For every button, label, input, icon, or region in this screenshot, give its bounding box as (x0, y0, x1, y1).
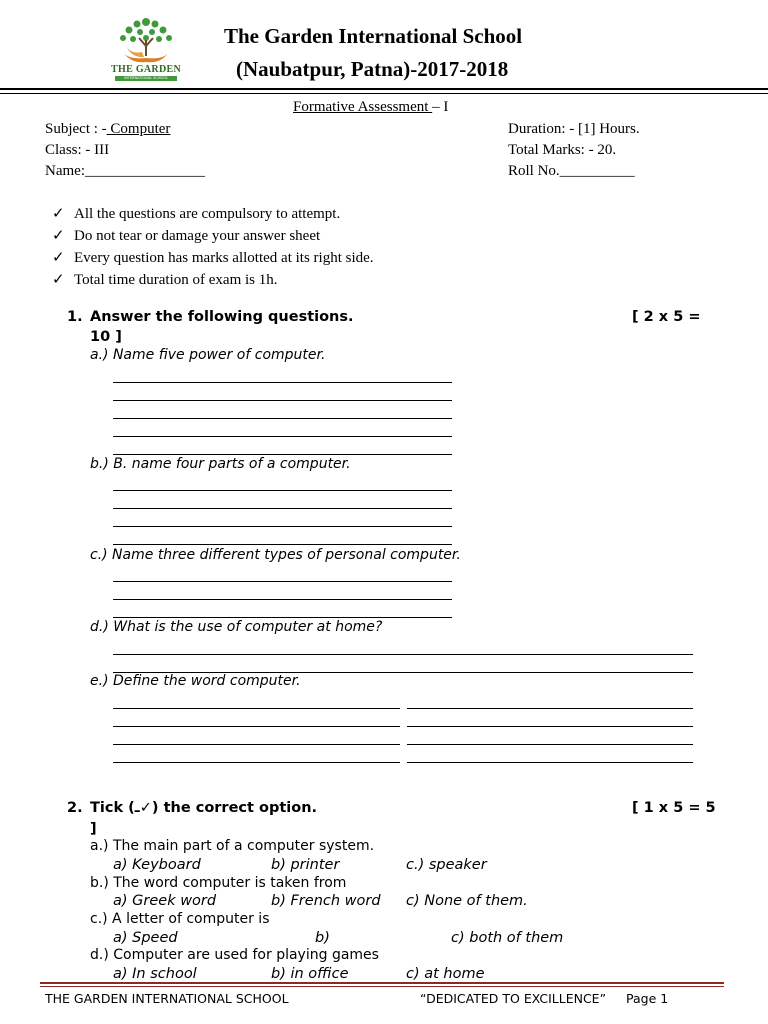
answer-line[interactable] (113, 544, 452, 545)
q1-title: Answer the following questions. (90, 309, 354, 325)
answer-line[interactable] (113, 490, 452, 491)
school-place: (Naubatpur, Patna)-2017-2018 (236, 57, 509, 81)
instruction-item: ✓ All the questions are compulsory to attempt. (52, 206, 341, 222)
answer-line[interactable] (407, 726, 693, 727)
option[interactable]: a) Greek word (113, 893, 217, 909)
answer-line[interactable] (113, 436, 452, 437)
instruction-item: ✓ Total time duration of exam is 1h. (52, 272, 278, 288)
answer-line[interactable] (113, 526, 452, 527)
header-rule-thick (0, 88, 768, 90)
answer-line[interactable] (113, 454, 452, 455)
answer-line[interactable] (113, 581, 452, 582)
q2-number: 2. (67, 800, 83, 816)
q1-item-a: a.) Name five power of computer. (90, 347, 326, 363)
name-field: Name:________________ (45, 163, 205, 179)
option[interactable]: b) printer (271, 857, 340, 873)
option[interactable]: c) at home (406, 966, 485, 982)
answer-line[interactable] (113, 654, 693, 655)
q2-item-a: a.) The main part of a computer system. (90, 838, 375, 854)
option[interactable]: b) French word (271, 893, 381, 909)
q1-item-b: b.) B. name four parts of a computer. (90, 456, 351, 472)
footer-rule (40, 982, 724, 984)
check-icon: ✓ (52, 206, 65, 222)
option[interactable]: c.) speaker (406, 857, 487, 873)
logo-text: THE GARDEN (111, 64, 181, 75)
page-number: Page 1 (626, 991, 669, 1006)
instruction-item: ✓ Every question has marks allotted at its right side. (52, 250, 374, 266)
answer-line[interactable] (113, 382, 452, 383)
q1-item-c: c.) Name three different types of personal computer. (90, 547, 461, 563)
answer-line[interactable] (113, 744, 400, 745)
answer-line[interactable] (113, 508, 452, 509)
subject-label: Subject : - (45, 121, 107, 137)
footer-motto: “DEDICATED TO EXCILLENCE” (420, 991, 607, 1006)
answer-line[interactable] (113, 726, 400, 727)
q2-item-b: b.) The word computer is taken from (90, 875, 347, 891)
q1-number: 1. (67, 309, 83, 325)
header-rule-thin (0, 93, 768, 94)
instruction-item: ✓ Do not tear or damage your answer sheet (52, 228, 321, 244)
q1-marks-cont: 10 ] (90, 329, 122, 345)
answer-line[interactable] (113, 418, 452, 419)
option[interactable]: a) Keyboard (113, 857, 201, 873)
option[interactable]: a) In school (113, 966, 197, 982)
answer-line[interactable] (113, 599, 452, 600)
subject-field (45, 121, 170, 138)
assessment-title (293, 99, 448, 116)
check-icon: ✓ (52, 272, 65, 288)
footer-rule-thin (40, 986, 724, 987)
footer-school: THE GARDEN INTERNATIONAL SCHOOL (45, 991, 289, 1006)
answer-line[interactable] (113, 400, 452, 401)
school-logo (109, 12, 183, 82)
q1-item-e: e.) Define the word computer. (90, 673, 301, 689)
option[interactable]: c) both of them (451, 930, 564, 946)
q2-marks: [ 1 x 5 = 5 (632, 800, 716, 816)
roll-number-field: Roll No.__________ (508, 163, 635, 179)
answer-line[interactable] (113, 617, 452, 618)
answer-line[interactable] (113, 762, 400, 763)
q2-item-d: d.) Computer are used for playing games (90, 947, 379, 963)
answer-line[interactable] (407, 762, 693, 763)
check-icon: ✓ (52, 228, 65, 244)
answer-line[interactable] (113, 708, 400, 709)
check-icon: ✓ (52, 250, 65, 266)
assessment-name: Formative Assessment (293, 99, 433, 115)
logo-tagline: INTERNATIONAL SCHOOL (115, 76, 177, 81)
q1-item-d: d.) What is the use of computer at home? (90, 619, 383, 635)
answer-line[interactable] (407, 708, 693, 709)
q2-item-c: c.) A letter of computer is (90, 911, 270, 927)
q2-title: Tick (ـ✓) the correct option. (90, 800, 318, 816)
subject-value: Computer (106, 121, 171, 137)
option[interactable]: b) in office (271, 966, 349, 982)
option[interactable]: a) Speed (113, 930, 178, 946)
tick-icon: ـ✓ (134, 800, 152, 816)
option[interactable]: c) None of them. (406, 893, 528, 909)
option[interactable]: b) (315, 930, 330, 946)
duration-field: Duration: - [1] Hours. (508, 121, 640, 137)
school-name: The Garden International School (224, 24, 523, 48)
class-field: Class: - III (45, 142, 110, 158)
answer-line[interactable] (407, 744, 693, 745)
total-marks-field: Total Marks: - 20. (508, 142, 617, 158)
q1-marks: [ 2 x 5 = (632, 309, 701, 325)
assessment-number: – I (432, 99, 449, 115)
q2-marks-cont: ] (90, 821, 97, 837)
